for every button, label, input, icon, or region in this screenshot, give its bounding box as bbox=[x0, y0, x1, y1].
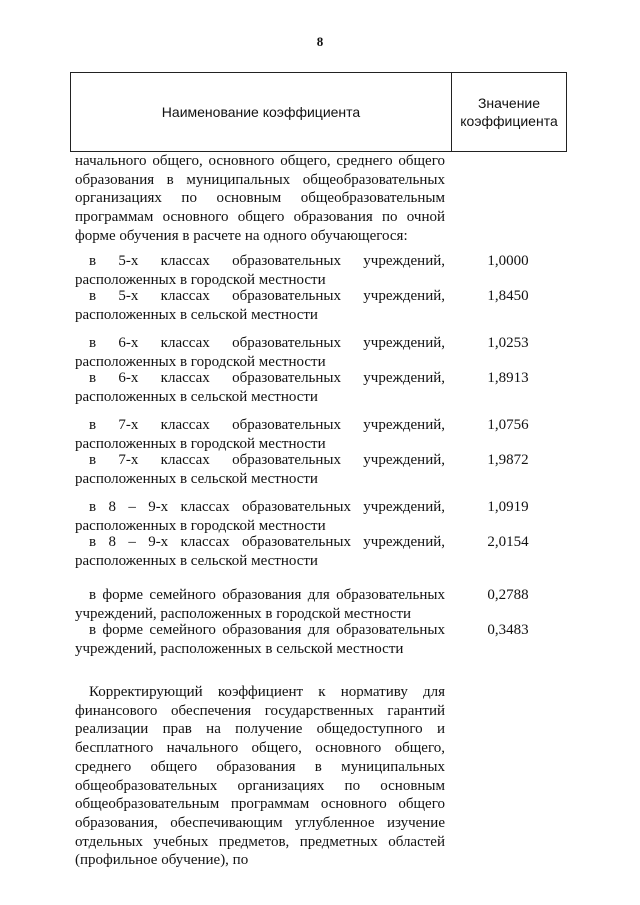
row-value: 0,3483 bbox=[487, 622, 529, 638]
row-value: 1,0919 bbox=[487, 499, 529, 515]
row-text: в форме семейного образования для образовательных учреждений, расположенных в городской местности bbox=[75, 587, 445, 622]
header-value-column bbox=[452, 73, 566, 151]
row-text: в 8 – 9-х классах образовательных учреждений, расположенных в сельской местности bbox=[75, 534, 445, 569]
row-value: 2,0154 bbox=[487, 534, 529, 550]
header-name-column: Наименование коэффициента bbox=[161, 104, 361, 120]
row-value: 0,2788 bbox=[487, 587, 529, 603]
row-text: в 5-х классах образовательных учреждений, расположенных в сельской местности bbox=[75, 288, 445, 323]
row-text: в 6-х классах образовательных учреждений, расположенных в сельской местности bbox=[75, 370, 445, 405]
row-value: 1,9872 bbox=[487, 452, 529, 468]
row-value: 1,0253 bbox=[487, 335, 529, 351]
row-value: 1,8450 bbox=[487, 288, 529, 304]
row-text: в 8 – 9-х классах образовательных учреждений, расположенных в городской местности bbox=[75, 499, 445, 534]
closing-paragraph: Корректирующий коэффициент к нормативу для финансового обеспечения государственных гарантий реализации прав на получение общедоступного и бесплатного начального общего, основного общего, среднего общего образования в муниципальных общеобразовательных организациях по основным общеобразовательным программам основного общего образования, обеспечивающим углубленное изучение отдельных учебных предметов, предметных областей (профильное обучение), по bbox=[75, 684, 445, 869]
row-value: 1,0756 bbox=[487, 417, 529, 433]
table-header bbox=[70, 72, 567, 152]
row-text: в 6-х классах образовательных учреждений, расположенных в городской местности bbox=[75, 335, 445, 370]
row-text: в форме семейного образования для образовательных учреждений, расположенных в сельской местности bbox=[75, 622, 445, 657]
row-text: в 5-х классах образовательных учреждений, расположенных в городской местности bbox=[75, 253, 445, 288]
row-value: 1,8913 bbox=[487, 370, 529, 386]
header-value-line2: коэффициента bbox=[460, 113, 558, 129]
row-value: 1,0000 bbox=[487, 253, 529, 269]
page-number: 8 bbox=[316, 34, 324, 49]
row-text: в 7-х классах образовательных учреждений, расположенных в городской местности bbox=[75, 417, 445, 452]
row-text: в 7-х классах образовательных учреждений, расположенных в сельской местности bbox=[75, 452, 445, 487]
intro-paragraph: начального общего, основного общего, среднего общего образования в муниципальных общеобразовательных организациях по основным общеобразовательным программам основного общего образования по очной форме обучения в расчете на одного обучающегося: bbox=[75, 153, 445, 244]
header-value-line1: Значение bbox=[477, 95, 541, 111]
